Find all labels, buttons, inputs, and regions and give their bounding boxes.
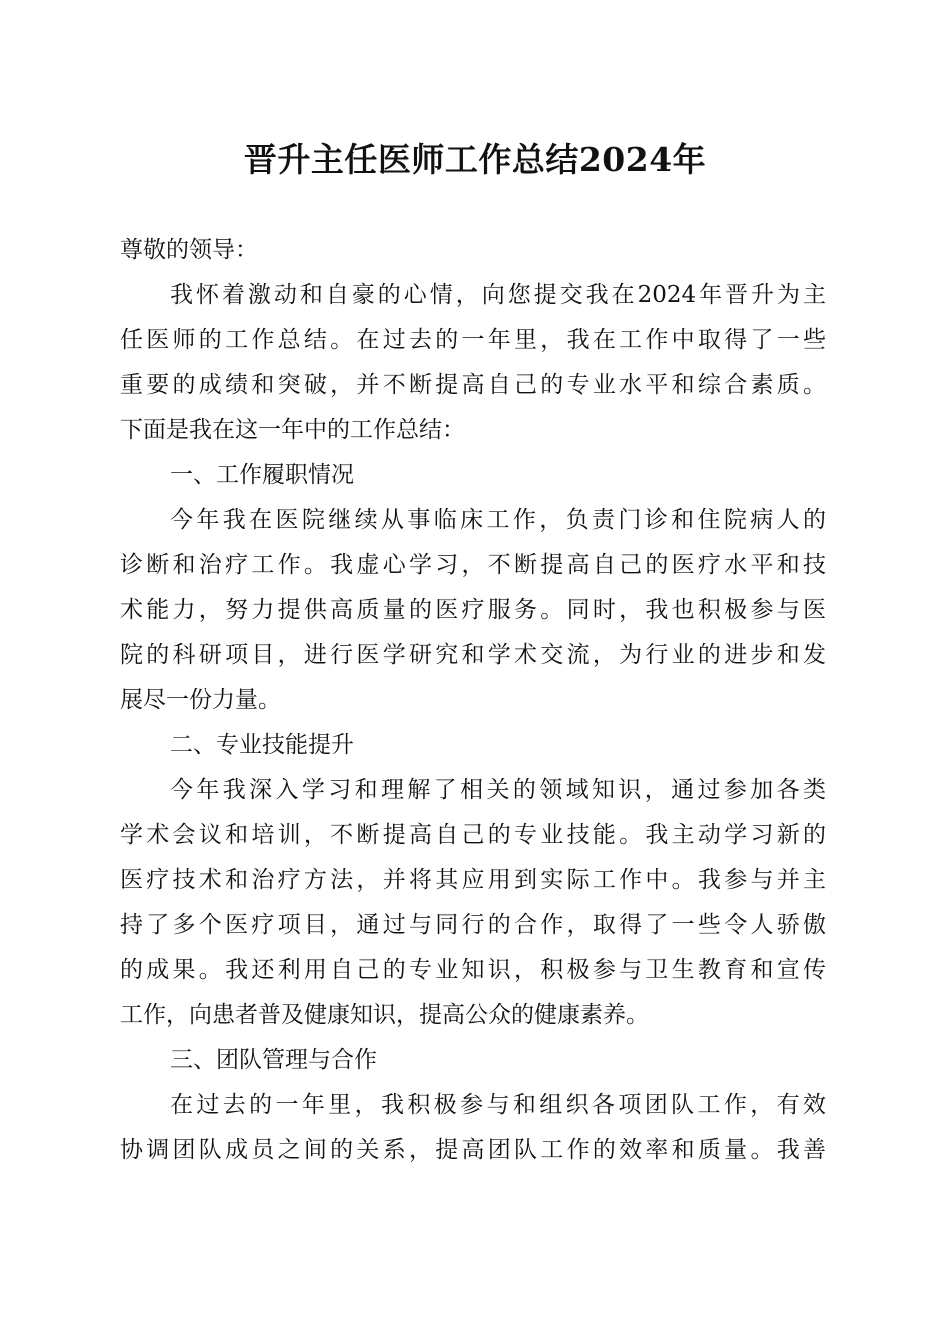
paragraph-line: 术能力，努力提供高质量的医疗服务。同时，我也积极参与医: [120, 597, 826, 623]
section-heading-1: 一、工作履职情况: [170, 462, 354, 488]
intro-paragraph: [120, 273, 826, 453]
section-paragraph-2: [120, 768, 826, 1038]
document-title: 晋升主任医师工作总结2024年: [243, 140, 707, 179]
paragraph-line: 今年我深入学习和理解了相关的领域知识，通过参加各类: [170, 777, 826, 803]
paragraph-line: 任医师的工作总结。在过去的一年里，我在工作中取得了一些: [120, 327, 826, 353]
paragraph-line: 下面是我在这一年中的工作总结：: [120, 417, 465, 443]
paragraph-line: 协调团队成员之间的关系，提高团队工作的效率和质量。我善: [120, 1137, 826, 1163]
paragraph-line: 院的科研项目，进行医学研究和学术交流，为行业的进步和发: [120, 642, 826, 668]
paragraph-line: 展尽一份力量。: [120, 687, 281, 713]
paragraph-line: 今年我在医院继续从事临床工作，负责门诊和住院病人的: [170, 507, 826, 533]
salutation: 尊敬的领导：: [120, 237, 258, 263]
section-paragraph-1: [120, 498, 826, 723]
paragraph-line: 医疗技术和治疗方法，并将其应用到实际工作中。我参与并主: [120, 867, 826, 893]
paragraph-line: 我怀着激动和自豪的心情，向您提交我在2024年晋升为主: [170, 282, 826, 308]
document-body: [120, 228, 826, 1173]
section-heading-3: 三、团队管理与合作: [170, 1047, 377, 1073]
paragraph-line: 持了多个医疗项目，通过与同行的合作，取得了一些令人骄傲: [120, 912, 826, 938]
paragraph-line: 工作，向患者普及健康知识，提高公众的健康素养。: [120, 1002, 649, 1028]
section-heading-2: 二、专业技能提升: [170, 732, 354, 758]
paragraph-line: 重要的成绩和突破，并不断提高自己的专业水平和综合素质。: [120, 372, 826, 398]
paragraph-line: 学术会议和培训，不断提高自己的专业技能。我主动学习新的: [120, 822, 826, 848]
paragraph-line: 诊断和治疗工作。我虚心学习，不断提高自己的医疗水平和技: [120, 552, 826, 578]
section-paragraph-3: [120, 1083, 826, 1173]
paragraph-line: 在过去的一年里，我积极参与和组织各项团队工作，有效: [170, 1092, 826, 1118]
paragraph-line: 的成果。我还利用自己的专业知识，积极参与卫生教育和宣传: [120, 957, 826, 983]
